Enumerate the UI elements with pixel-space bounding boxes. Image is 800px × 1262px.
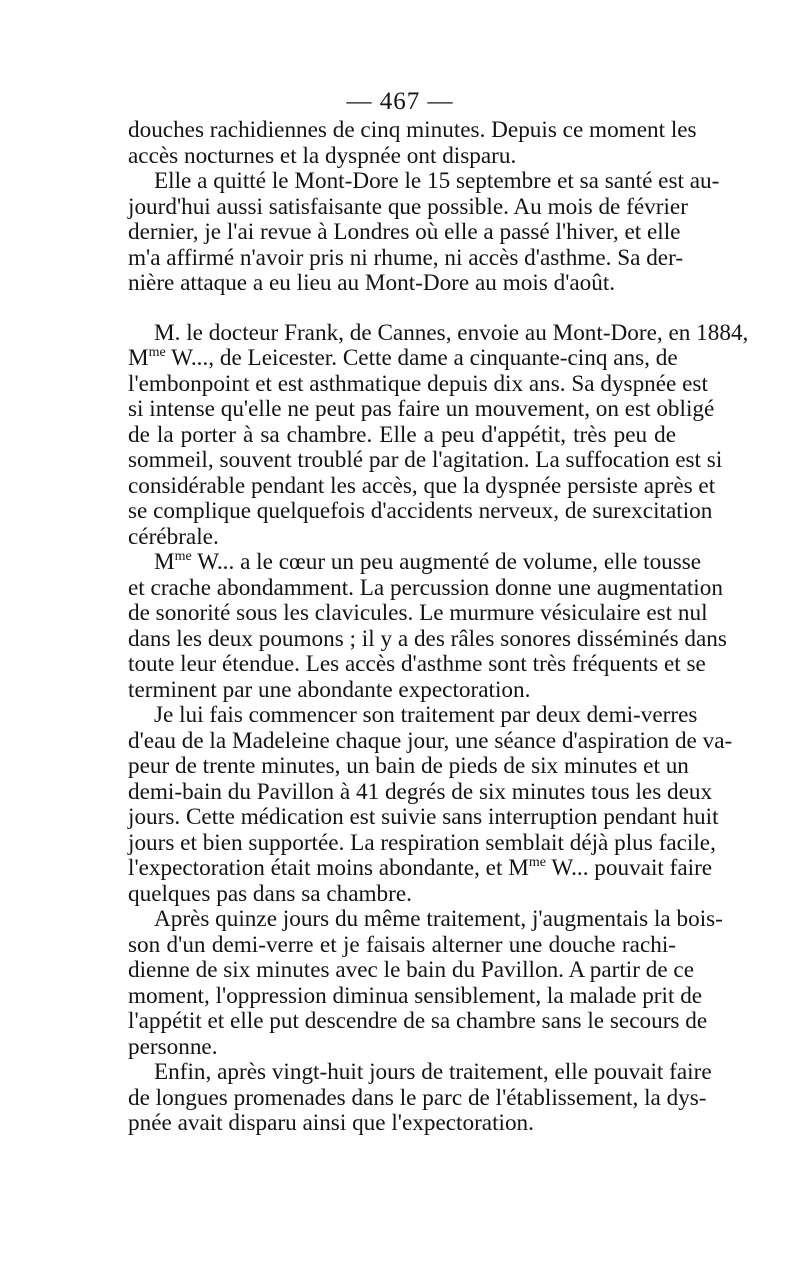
text-line: jours et bien supportée. La respiration semblait déjà plus facile,: [128, 829, 716, 856]
text-line: toute leur étendue. Les accès d'asthme sont très fréquents et se: [128, 651, 706, 677]
body-text: [128, 117, 749, 1137]
text-line: demi-bain du Pavillon à 41 degrés de six minutes tous les deux: [128, 778, 713, 805]
text-line: se complique quelquefois d'accidents nerveux, de surexcitation: [128, 498, 713, 524]
text-line: et crache abondamment. La percussion donne une augmentation: [128, 574, 723, 601]
text-line: accès nocturnes et la dyspnée ont disparu.: [128, 142, 517, 169]
text-line: dernier, je l'ai revue à Londres où elle a passé l'hiver, et elle: [128, 219, 681, 245]
text-line: d'eau de la Madeleine chaque jour, une séance d'aspiration de va-: [128, 727, 733, 754]
text-line: de longues promenades dans le parc de l'établissement, la dys-: [128, 1084, 707, 1111]
text-line: Je lui fais commencer son traitement par deux demi-verres: [154, 702, 698, 728]
text-line: nière attaque a eu lieu au Mont-Dore au mois d'août.: [128, 270, 616, 296]
text-line: de sonorité sous les clavicules. Le murmure vésiculaire est nul: [128, 600, 708, 626]
text-line: $M^{me}$ W... a le cœur un peu augmenté de volume, elle tousse: [154, 549, 702, 575]
text-line: l'expectoration était moins abondante, et $M^{me}$ W... pouvait faire: [128, 855, 713, 881]
text-line: peur de trente minutes, un bain de pieds de six minutes et un: [128, 753, 689, 779]
text-line: Enfin, après vingt-huit jours de traitement, elle pouvait faire: [154, 1059, 712, 1085]
text-line: si intense qu'elle ne peut pas faire un mouvement, on est obligé: [128, 396, 715, 422]
page-number: — 467 —: [346, 88, 454, 115]
text-line: personne.: [128, 1033, 218, 1060]
text-line: M. le docteur Frank, de Cannes, envoie au Mont-Dore, en 1884,: [154, 319, 749, 346]
text-line: l'appétit et elle put descendre de sa chambre sans le secours de: [128, 1008, 708, 1034]
text-line: terminent par une abondante expectoration.: [128, 676, 531, 703]
paragraph-gap: [128, 297, 676, 321]
text-line: considérable pendant les accès, que la dyspnée persiste après et: [128, 472, 716, 499]
text-line: dienne de six minutes avec le bain du Pavillon. A partir de ce: [128, 957, 695, 983]
text-line: son d'un demi-verre et je faisais alterner une douche rachi-: [128, 931, 676, 958]
text-line: pnée avait disparu ainsi que l'expectoration.: [128, 1110, 534, 1136]
text-line: douches rachidiennes de cinq minutes. Depuis ce moment les: [128, 117, 697, 143]
text-line: cérébrale.: [128, 523, 219, 550]
abbr-madame: $M^{me}$: [154, 549, 192, 575]
text-line: dans les deux poumons ; il y a des râles sonores disséminés dans: [128, 625, 727, 652]
text-line: de la porter à sa chambre. Elle a peu d'appétit, très peu de: [128, 421, 676, 448]
text-line: moment, l'oppression diminua sensiblement, la malade prit de: [128, 982, 703, 1009]
abbr-madame: $M^{me}$: [508, 855, 546, 881]
text-line: Elle a quitté le Mont-Dore le 15 septembre et sa santé est au-: [154, 168, 720, 194]
text-line: jourd'hui aussi satisfaisante que possible. Au mois de février: [128, 193, 688, 220]
abbr-madame: $M^{me}$: [128, 345, 166, 371]
text-line: sommeil, souvent troublé par de l'agitation. La suffocation est si: [128, 447, 723, 473]
text-line: Après quinze jours du même traitement, j'augmentais la bois-: [154, 906, 723, 932]
text-line: l'embonpoint et est asthmatique depuis dix ans. Sa dyspnée est: [128, 370, 708, 397]
text-line: jours. Cette médication est suivie sans interruption pendant huit: [128, 804, 719, 830]
text-line: $M^{me}$ W..., de Leicester. Cette dame a cinquante-cinq ans, de: [128, 345, 678, 371]
text-line: m'a affirmé n'avoir pris ni rhume, ni accès d'asthme. Sa der-: [128, 244, 684, 271]
text-line: quelques pas dans sa chambre.: [128, 880, 412, 907]
